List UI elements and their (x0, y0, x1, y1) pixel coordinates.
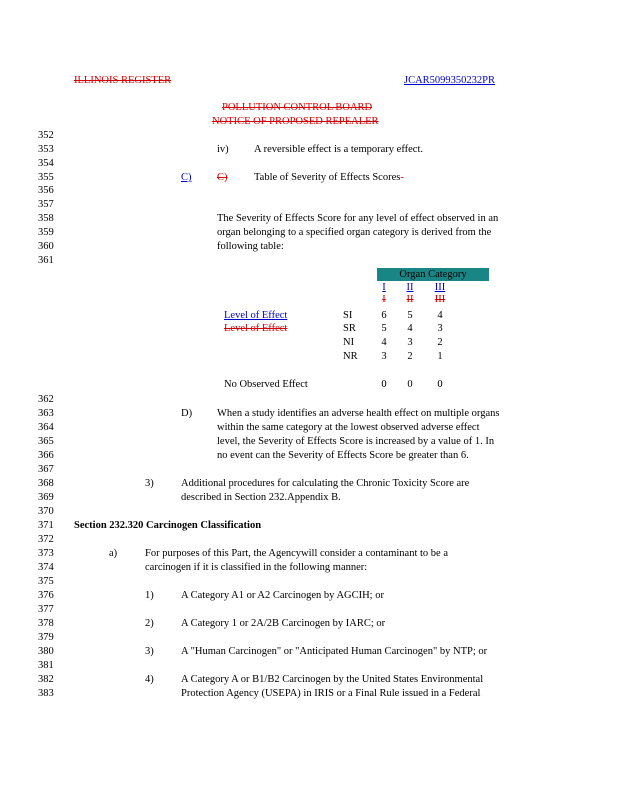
line-number: 368 (38, 478, 54, 489)
item-c-new-marker: C) (181, 172, 192, 183)
header-subtitle: NOTICE OF PROPOSED REPEALER (212, 116, 379, 127)
line-number: 371 (38, 520, 54, 531)
line-number: 378 (38, 618, 54, 629)
line-number: 363 (38, 408, 54, 419)
item-iv-text: A reversible effect is a temporary effect. (254, 144, 423, 155)
item-d-marker: D) (181, 408, 193, 419)
line-number: 359 (38, 227, 54, 238)
line-number: 379 (38, 632, 54, 643)
intro-line: following table: (217, 241, 284, 252)
item-3-line: Additional procedures for calculating the Chronic Toxicity Score are (181, 478, 470, 489)
line-number: 367 (38, 464, 54, 475)
line-number: 377 (38, 604, 54, 615)
line-number: 360 (38, 241, 54, 252)
line-number: 358 (38, 213, 54, 224)
item-c-text: Table of Severity of Effects Scores- (254, 172, 404, 183)
line-number: 375 (38, 576, 54, 587)
line-number: 353 (38, 144, 54, 155)
list-item: A Category A1 or A2 Carcinogen by AGCIH; or (181, 590, 384, 601)
list-item: A Category 1 or 2A/2B Carcinogen by IARC; or (181, 618, 386, 629)
cell: 5 (381, 323, 387, 334)
item-d-line: no event can the Severity of Effects Score be greater than 6. (217, 450, 469, 461)
cell: 4 (407, 323, 413, 334)
cell: 1 (437, 351, 443, 362)
section-title: Section 232.320 Carcinogen Classification (74, 520, 262, 531)
line-number: 373 (38, 548, 54, 559)
cell: 3 (437, 323, 443, 334)
row-code: SI (343, 310, 353, 321)
line-number: 352 (38, 130, 54, 141)
line-number: 364 (38, 422, 54, 433)
line-number: 369 (38, 492, 54, 503)
line-number: 382 (38, 674, 54, 685)
row-code: NI (343, 337, 355, 348)
row-code: SR (343, 323, 356, 334)
level-of-effect-new: Level of Effect (224, 310, 288, 321)
no-effect-label: No Observed Effect (224, 379, 308, 390)
item-a-line: For purposes of this Part, the Agencywill consider a contaminant to be a (145, 548, 448, 559)
col-new-2: II (406, 282, 414, 293)
list-marker: 1) (145, 590, 154, 601)
list-item: A Category A or B1/B2 Carcinogen by the United States Environmental (181, 674, 484, 685)
cell: 5 (407, 310, 413, 321)
line-number: 380 (38, 646, 54, 657)
cell: 0 (407, 379, 413, 390)
line-number: 366 (38, 450, 54, 461)
cell: 3 (407, 337, 413, 348)
cell: 4 (381, 337, 387, 348)
line-number: 372 (38, 534, 54, 545)
col-old-1: I (382, 294, 386, 305)
cell: 0 (381, 379, 387, 390)
cell: 6 (381, 310, 387, 321)
header-register: ILLINOIS REGISTER (74, 75, 172, 86)
cell: 2 (437, 337, 443, 348)
list-marker: 2) (145, 618, 154, 629)
cell: 3 (381, 351, 387, 362)
line-number: 370 (38, 506, 54, 517)
item-3-marker: 3) (145, 478, 154, 489)
line-number: 365 (38, 436, 54, 447)
item-d-line: within the same category at the lowest observed adverse effect (217, 422, 480, 433)
intro-line: organ belonging to a specified organ category is derived from the (217, 227, 492, 238)
item-a-line: carcinogen if it is classified in the following manner: (145, 562, 368, 573)
organ-category-header: Organ Category (377, 268, 489, 281)
col-old-2: II (406, 294, 414, 305)
line-number: 362 (38, 394, 54, 405)
line-number: 355 (38, 172, 54, 183)
line-number: 374 (38, 562, 54, 573)
level-of-effect-old: Level of Effect (224, 323, 288, 334)
list-item: Protection Agency (USEPA) in IRIS or a Final Rule issued in a Federal (181, 688, 481, 699)
col-old-3: III (434, 294, 446, 305)
item-3-line: described in Section 232.Appendix B. (181, 492, 341, 503)
cell: 2 (407, 351, 413, 362)
list-marker: 3) (145, 646, 154, 657)
header-title: POLLUTION CONTROL BOARD (222, 102, 373, 113)
list-item: A "Human Carcinogen" or "Anticipated Human Carcinogen" by NTP; or (181, 646, 488, 657)
line-number: 361 (38, 255, 54, 266)
item-d-line: level, the Severity of Effects Score is increased by a value of 1. In (217, 436, 495, 447)
cell: 4 (437, 310, 443, 321)
line-number: 356 (38, 185, 54, 196)
header-code: JCAR5099350232PR (404, 75, 496, 86)
item-iv-marker: iv) (217, 144, 229, 155)
item-c-old-marker: C) (217, 172, 228, 183)
intro-line: The Severity of Effects Score for any level of effect observed in an (217, 213, 499, 224)
col-new-3: III (434, 282, 446, 293)
line-number: 376 (38, 590, 54, 601)
line-number: 354 (38, 158, 54, 169)
list-marker: 4) (145, 674, 154, 685)
line-number: 381 (38, 660, 54, 671)
col-new-1: I (382, 282, 386, 293)
line-number: 383 (38, 688, 54, 699)
item-d-line: When a study identifies an adverse health effect on multiple organs (217, 408, 500, 419)
item-a-marker: a) (109, 548, 118, 559)
cell: 0 (437, 379, 443, 390)
row-code: NR (343, 351, 358, 362)
line-number: 357 (38, 199, 54, 210)
